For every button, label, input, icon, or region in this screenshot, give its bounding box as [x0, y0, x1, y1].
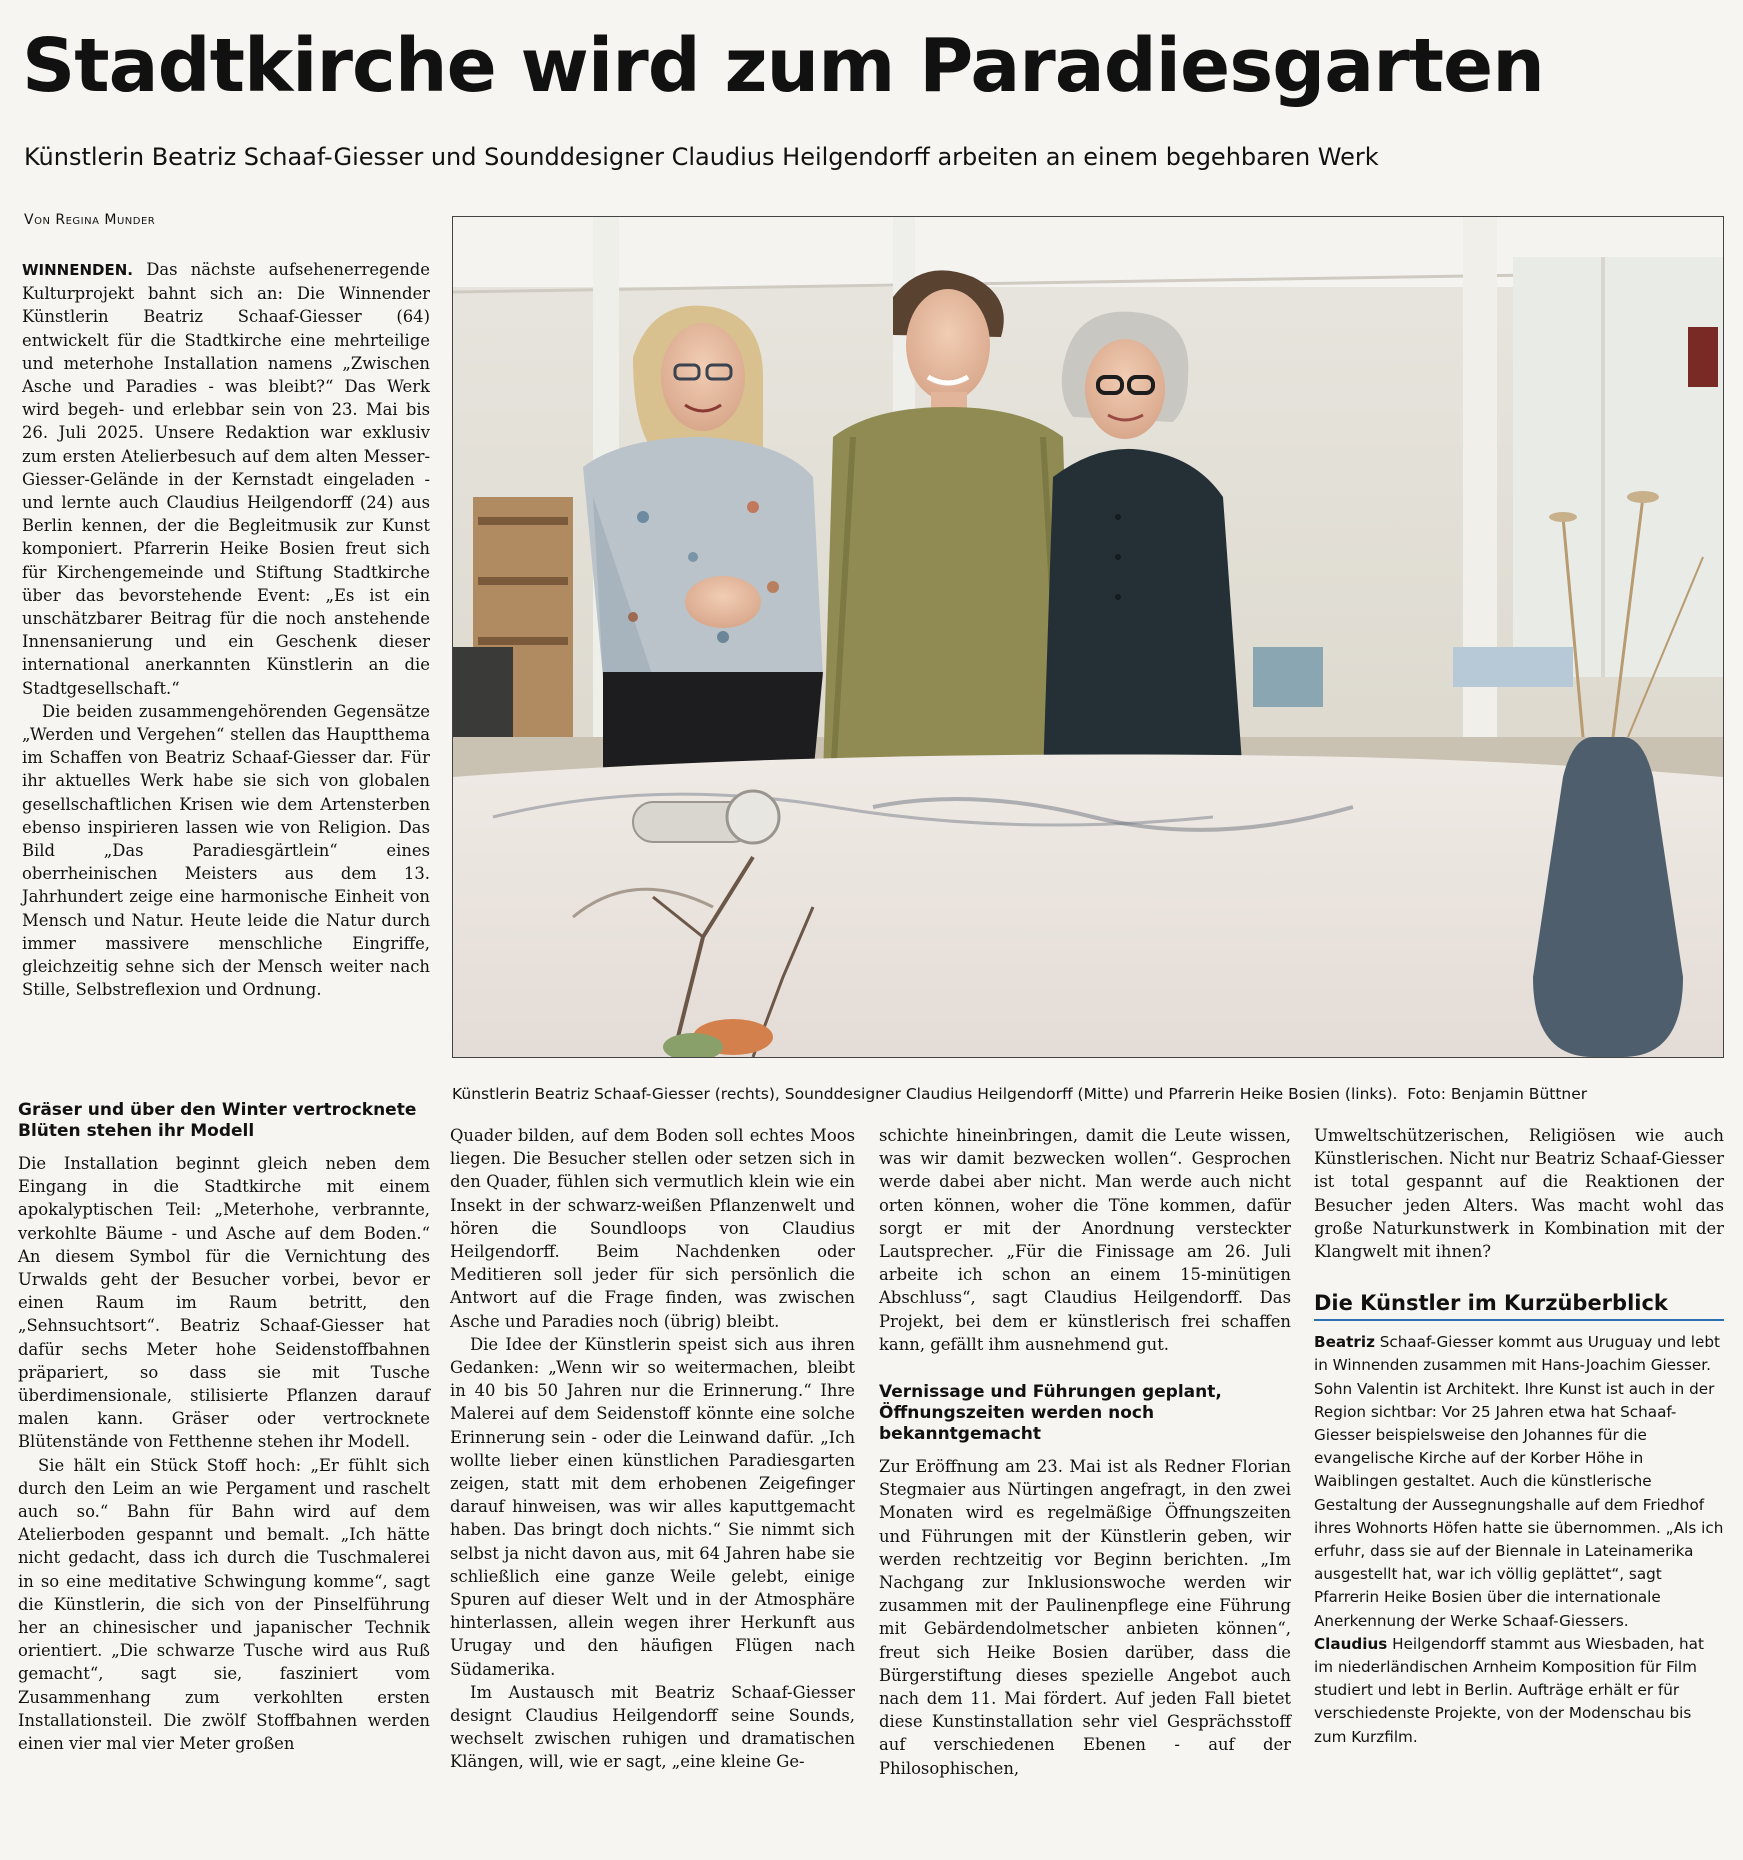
photo-credit: Foto: Benjamin Büttner	[1407, 1085, 1588, 1103]
column-1-upper	[22, 258, 430, 1002]
dateline: WINNENDEN.	[22, 261, 133, 279]
paragraph-9: Zur Eröffnung am 23. Mai ist als Redner Florian Stegmaier aus Nürtingen angefragt, in den zwei Monaten wird es regelmäßige Öffnungszeiten und Führungen mit der Künstlerin geben, wir werden rechtzeitig vor Beginn berichten. „Im Nachgang zur Inklusionswoche werden wir zusammen mit der Paulinenpflege eine Führung mit Gebärdendolmetscher anbieten können“, freut sich Heike Bosien darüber, dass die Bürgerstiftung dieses spezielle Angebot auch nach dem 11. Mai fördert. Auf jeden Fall bietet diese Kunstinstallation sehr viel Gesprächsstoff auf verschiedenen Ebenen - auf der Philosophischen,	[879, 1457, 1291, 1778]
paragraph-6: Die Idee der Künstlerin speist sich aus ihren Gedanken: „Wenn wir so weitermachen, bleibt in 40 bis 50 Jahren nur die Erinnerung.“ Ihre Malerei auf dem Seidenstoff könnte eine solche Erinnerung sein - oder die Leinwand dafür. „Ich wollte lieber einen künstlichen Paradiesgarten zeigen, statt mit dem erhobenen Zeigefinger darauf hinweisen, was wir alles kaputtgemacht haben. Das bringt doch nichts.“ Sie nimmt sich selbst ja nicht davon aus, mit 64 Jahren habe sie schließlich eine ganze Weile gelebt, einige Spuren auf dieser Welt und in der Atmosphäre hinterlassen, allein wegen ihrer Herkunft aus Urugay und den häufigen Flügen nach Südamerika.	[450, 1334, 855, 1679]
subheading-2: Vernissage und Führungen geplant, Öffnungszeiten werden noch bekanntgemacht	[879, 1382, 1222, 1445]
infobox-body-2: Heilgendorff stammt aus Wiesbaden, hat im niederländischen Arnheim Komposition für Film studiert und lebt in Berlin. Aufträge erhält er für verschiedenste Projekte, von der Modenschau bis zum Kurzfilm.	[1314, 1634, 1704, 1746]
photo-illustration	[453, 217, 1723, 1057]
infobox-name-2: Claudius	[1314, 1634, 1388, 1653]
headline: Stadtkirche wird zum Paradiesgarten	[22, 23, 1544, 109]
column-1-lower	[18, 1098, 430, 1755]
paragraph-2: Die beiden zusammengehörenden Gegensätze „Werden und Vergehen“ stellen das Hauptthema im Schaffen von Beatriz Schaaf-Giesser dar. Für ihr aktuelles Werk habe sie sich von globalen gesellschaftlichen Krisen wie dem Artensterben ebenso inspirieren lassen wie von Religion. Das Bild „Das Paradiesgärtlein“ eines oberrheinischen Meisters aus dem 13. Jahrhundert zeige eine harmonische Einheit von Mensch und Natur. Heute leide die Natur durch immer massivere menschliche Eingriffe, gleichzeitig sehne sich der Mensch weiter nach Stille, Selbstreflexion und Ordnung.	[22, 701, 430, 1000]
column-3	[879, 1124, 1291, 1780]
paragraph-1	[22, 258, 430, 700]
paragraph-8: schichte hineinbringen, damit die Leute wissen, was wir damit bezwecken wollen“. Gesprochen werde dabei aber nicht. Man werde auch nicht orten können, woher die Töne kommen, dafür sorgt er mit der Anordnung versteckter Lautsprecher. „Für die Finissage am 26. Juli arbeite ich schon an einem 15-minütigen Abschluss“, sagt Claudius Heilgendorff. Das Projekt, bei dem er künstlerisch frei schaffen kann, gefällt ihm ausnehmend gut.	[879, 1126, 1291, 1354]
paragraph-1-text: Das nächste aufsehenerregende Kulturprojekt bahnt sich an: Die Winnender Künstlerin Beatriz Schaaf-Giesser (64) entwickelt für die Stadtkirche eine mehrteilige und meterhohe Installation namens „Zwischen Asche und Paradies - was bleibt?“ Das Werk wird begeh- und erlebbar sein von 23. Mai bis 26. Juli 2025. Unsere Redaktion war exklusiv zum ersten Atelierbesuch auf dem alten Messer-Giesser-Gelände in der Kernstadt eingeladen - und lernte auch Claudius Heilgendorff (24) aus Berlin kennen, der die Begleitmusik zur Kunst komponiert. Pfarrerin Heike Bosien freut sich für Kirchengemeinde und Stiftung Stadtkirche über das bevorstehende Event: „Es ist ein unschätzbarer Beitrag für die noch anstehende Innensanierung und ein Geschenk dieser international anerkannten Künstlerin an die Stadtgesellschaft.“	[22, 260, 430, 698]
paragraph-7: Im Austausch mit Beatriz Schaaf-Giesser designt Claudius Heilgendorff seine Sounds, wechselt zwischen ruhigen und dramatischen Klängen, will, wie er sagt, „eine kleine Ge-	[450, 1682, 855, 1772]
article-photo	[452, 216, 1724, 1058]
infobox-text-1	[1314, 1331, 1724, 1633]
paragraph-4: Sie hält ein Stück Stoff hoch: „Er fühlt sich durch den Leim an wie Pergament und raschelt auch so.“ Bahn für Bahn wird auf dem Atelierboden gespannt und bemalt. „Ich hätte nicht gedacht, dass ich durch die Tuschmalerei in so eine meditative Schwingung komme“, sagt die Künstlerin, die sich von der Pinselführung her an chinesischer und japanischer Technik orientiert. „Die schwarze Tusche wird aus Ruß gemacht“, sagt sie, fasziniert vom Zusammenhang zum verkohlten ersten Installationsteil. Die zwölf Stoffbahnen werden einen vier mal vier Meter großen	[18, 1455, 430, 1754]
column-4	[1314, 1124, 1724, 1749]
byline: Von Regina Munder	[24, 212, 156, 228]
subheadline: Künstlerin Beatriz Schaaf-Giesser und Sounddesigner Claudius Heilgendorff arbeiten an einem begehbaren Werk	[24, 143, 1379, 171]
infobox-body-1: Schaaf-Giesser kommt aus Uruguay und lebt in Winnenden zusammen mit Hans-Joachim Giesser. Sohn Valentin ist Architekt. Ihre Kunst ist auch in der Region sichtbar: Vor 25 Jahren etwa hat Schaaf-Giesser beispielsweise den Johannes für die evangelische Kirche auf der Korber Höhe in Waiblingen gestaltet. Auch die künstlerische Gestaltung der Aussegnungshalle auf dem Friedhof ihres Wohnorts Höfen hatte sie übernommen. „Als ich erfuhr, dass sie auf der Biennale in Lateinamerika ausgestellt hat, war ich völlig geplättet“, sagt Pfarrerin Heike Bosien über die internationale Anerkennung der Werke Schaaf-Giessers.	[1314, 1333, 1724, 1630]
caption-text: Künstlerin Beatriz Schaaf-Giesser (rechts), Sounddesigner Claudius Heilgendorff (Mitte) und Pfarrerin Heike Bosien (links).	[452, 1085, 1398, 1103]
infobox-name-1: Beatriz	[1314, 1333, 1375, 1352]
paragraph-10: Umweltschützerischen, Religiösen wie auch Künstlerischen. Nicht nur Beatriz Schaaf-Giesser ist total gespannt auf die Reaktionen der Besucher jeden Alters. Was macht wohl das große Naturkunstwerk in Kombination mit der Klangwelt mit ihnen?	[1314, 1126, 1724, 1262]
infobox-text-2	[1314, 1633, 1724, 1749]
subheading-1: Gräser und über den Winter vertrocknete Blüten stehen ihr Modell	[18, 1100, 417, 1141]
paragraph-5: Quader bilden, auf dem Boden soll echtes Moos liegen. Die Besucher stellen oder setzen sich in den Quader, fühlen sich vermutlich klein wie ein Insekt in der schwarz-weißen Pflanzenwelt und hören die Soundloops von Claudius Heilgendorff. Beim Nachdenken oder Meditieren soll jeder für sich persönlich die Antwort auf die Frage finden, was zwischen Asche und Paradies noch (übrig) bleibt.	[450, 1126, 855, 1331]
photo-caption	[452, 1084, 1727, 1104]
infobox-title: Die Künstler im Kurzüberblick	[1314, 1289, 1724, 1321]
column-2	[450, 1124, 855, 1774]
paragraph-3: Die Installation beginnt gleich neben dem Eingang in die Stadtkirche mit einem apokalyptischen Teil: „Meterhohe, verbrannte, verkohlte Bäume - und Asche auf dem Boden.“ An diesem Symbol für die Vernichtung des Urwalds geht der Besucher vorbei, bevor er einen Raum im Raum betritt, den „Sehnsuchtsort“. Beatriz Schaaf-Giesser hat dafür sechs Meter hohe Seidenstoffbahnen präpariert, so dass sie mit Tusche überdimensionale, stilisierte Pflanzen darauf malen kann. Gräser oder vertrocknete Blütenstände von Fetthenne stehen ihr Modell.	[18, 1154, 430, 1452]
